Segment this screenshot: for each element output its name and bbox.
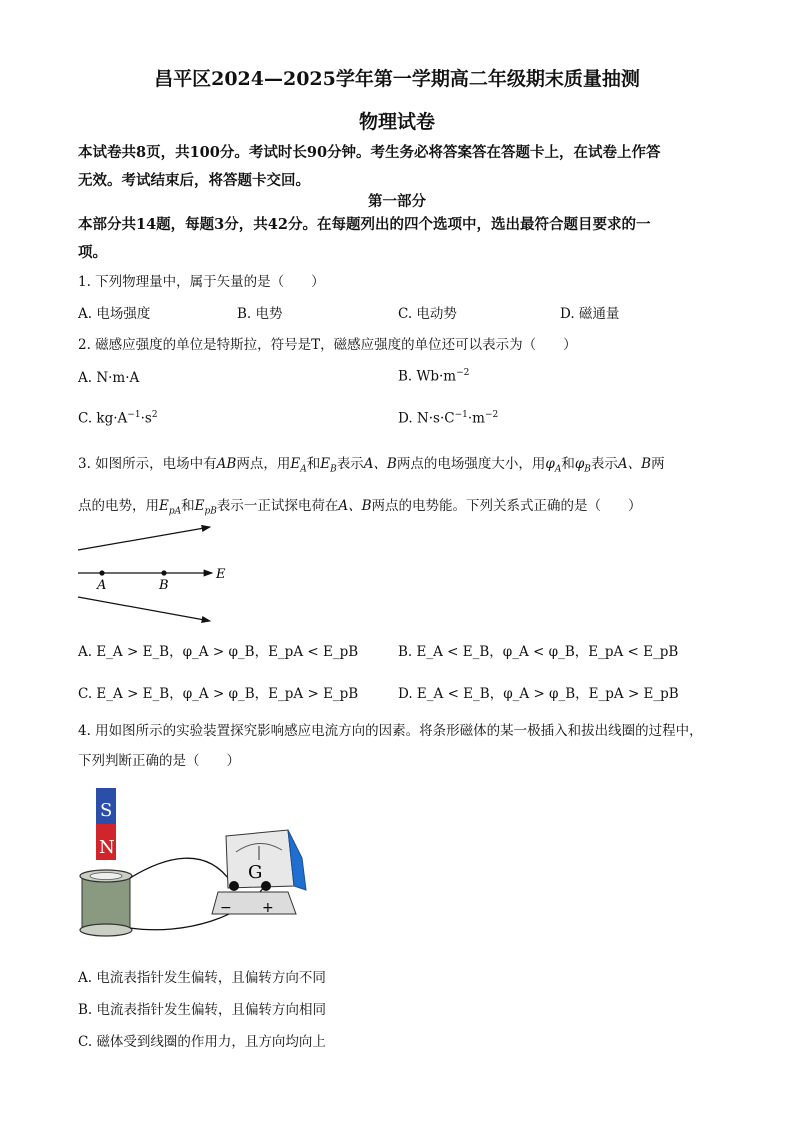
q1-option-b: B. 电势: [237, 306, 283, 322]
q3-text: 表示: [590, 456, 618, 472]
q3-text: 和: [561, 456, 575, 472]
q3-option-a: A. E_A > E_B，φ_A > φ_B，E_pA < E_pB: [78, 644, 359, 660]
wire-top: [130, 858, 231, 882]
field-line-top: [78, 527, 210, 550]
q2-option-a: A. N·m·A: [78, 370, 140, 386]
magnet-n-label: N: [99, 837, 115, 858]
q3-option-c: C. E_A > E_B，φ_A > φ_B，E_pA > E_pB: [78, 686, 359, 702]
q3-stem-line2: [78, 494, 642, 517]
coil-hole: [90, 873, 122, 880]
magnet-s-label: S: [100, 800, 113, 821]
q2-option-b: [398, 368, 469, 385]
q3-text: 两: [651, 456, 665, 472]
label-e: E: [216, 567, 226, 582]
q3-phib-symbol: $\varphi_B$: [574, 456, 591, 475]
q2-option-d-text: D. N·s·C: [398, 410, 455, 427]
q3-points: A、B: [363, 456, 397, 472]
part1-desc-line1: 本部分共14题，每题3分，共42分。在每题列出的四个选项中，选出最符合题目要求的一: [78, 216, 651, 233]
q1-stem: 1. 下列物理量中，属于矢量的是（ ）: [78, 274, 325, 290]
part1-heading: 第一部分: [368, 193, 426, 210]
q3-text: 两点，用: [236, 456, 291, 472]
q2-option-c: [78, 410, 158, 427]
q2-option-c-exp1: −1: [127, 410, 141, 420]
coil-bottom: [80, 924, 132, 936]
instructions-line1: 本试卷共8页，共100分。考试时长90分钟。考生务必将答案答在答题卡上，在试卷上作答: [78, 144, 661, 161]
point-a: [99, 570, 104, 575]
q2-option-d-exp1: −1: [454, 410, 468, 420]
plus-sign: +: [262, 900, 274, 916]
label-a: A: [97, 578, 107, 593]
electric-field-figure: [74, 525, 244, 630]
q4-option-b: B. 电流表指针发生偏转，且偏转方向相同: [78, 1002, 327, 1018]
q3-option-d: D. E_A < E_B，φ_A > φ_B，E_pA > E_pB: [398, 686, 679, 702]
q3-text: 表示: [336, 456, 364, 472]
terminal-positive: [261, 881, 271, 891]
q3-text: 两点的电场强度大小，用: [396, 456, 546, 472]
q3-points: A、B: [338, 498, 372, 514]
q3-epa-symbol: $E_{pA}$: [159, 498, 182, 517]
q2-option-b-exp: −2: [456, 368, 470, 378]
q4-option-a: A. 电流表指针发生偏转，且偏转方向不同: [78, 970, 326, 986]
label-b: B: [159, 578, 169, 593]
q3-option-b: B. E_A < E_B，φ_A < φ_B，E_pA < E_pB: [398, 644, 679, 660]
q4-option-c: C. 磁体受到线圈的作用力，且方向均向上: [78, 1034, 326, 1050]
q2-option-c-exp2: 2: [151, 410, 158, 420]
part1-desc-line2: 项。: [78, 244, 107, 261]
meter-label: G: [248, 862, 263, 883]
q2-option-d-exp2: −2: [484, 410, 499, 420]
field-line-bottom: [78, 597, 210, 621]
q2-option-b-text: B. Wb·m: [398, 368, 457, 385]
q2-option-d-mid: ·m: [467, 410, 485, 427]
instructions: [78, 139, 728, 195]
part1-description: [78, 211, 728, 267]
instructions-line2: 无效。考试结束后，将答题卡交回。: [78, 172, 310, 189]
q1-option-a: A. 电场强度: [78, 306, 151, 322]
induction-experiment-figure: [76, 786, 316, 938]
q3-stem-line1: [78, 452, 665, 475]
coil: [82, 876, 130, 930]
q3-phia-symbol: $\varphi_A$: [545, 456, 562, 475]
q3-text: 表示一正试探电荷在: [216, 498, 339, 514]
exam-subtitle: 物理试卷: [358, 111, 435, 133]
q1-option-d: D. 磁通量: [560, 306, 620, 322]
q3-epb-symbol: $E_{pB}$: [194, 498, 217, 517]
q3-points: A、B: [617, 456, 652, 472]
exam-title: 昌平区2024—2025学年第一学期高二年级期末质量抽测: [154, 68, 640, 90]
q3-text: 和: [306, 456, 321, 472]
q2-option-c-mid: ·s: [140, 410, 152, 427]
q3-ea-symbol: $E_A$: [290, 456, 307, 475]
q1-option-c: C. 电动势: [398, 306, 457, 322]
q3-text: 和: [181, 498, 195, 514]
q2-option-c-text: C. kg·A: [78, 410, 128, 427]
q3-points: AB: [216, 456, 237, 472]
minus-sign: −: [220, 900, 232, 916]
terminal-negative: [229, 881, 239, 891]
q2-option-d: [398, 410, 498, 427]
q2-stem: 2. 磁感应强度的单位是特斯拉，符号是T，磁感应强度的单位还可以表示为（ ）: [78, 337, 577, 353]
q3-text: 点的电势，用: [78, 498, 159, 514]
q4-stem-line2: 下列判断正确的是（ ）: [78, 753, 240, 769]
q3-text: 3. 如图所示，电场中有: [78, 456, 217, 472]
q3-eb-symbol: $E_B$: [320, 456, 337, 475]
point-b: [161, 570, 166, 575]
q4-stem-line1: 4. 用如图所示的实验装置探究影响感应电流方向的因素。将条形磁体的某一极插入和拔出线圈的过程中，: [78, 723, 703, 739]
q3-text: 两点的电势能。下列关系式正确的是（ ）: [371, 498, 642, 514]
